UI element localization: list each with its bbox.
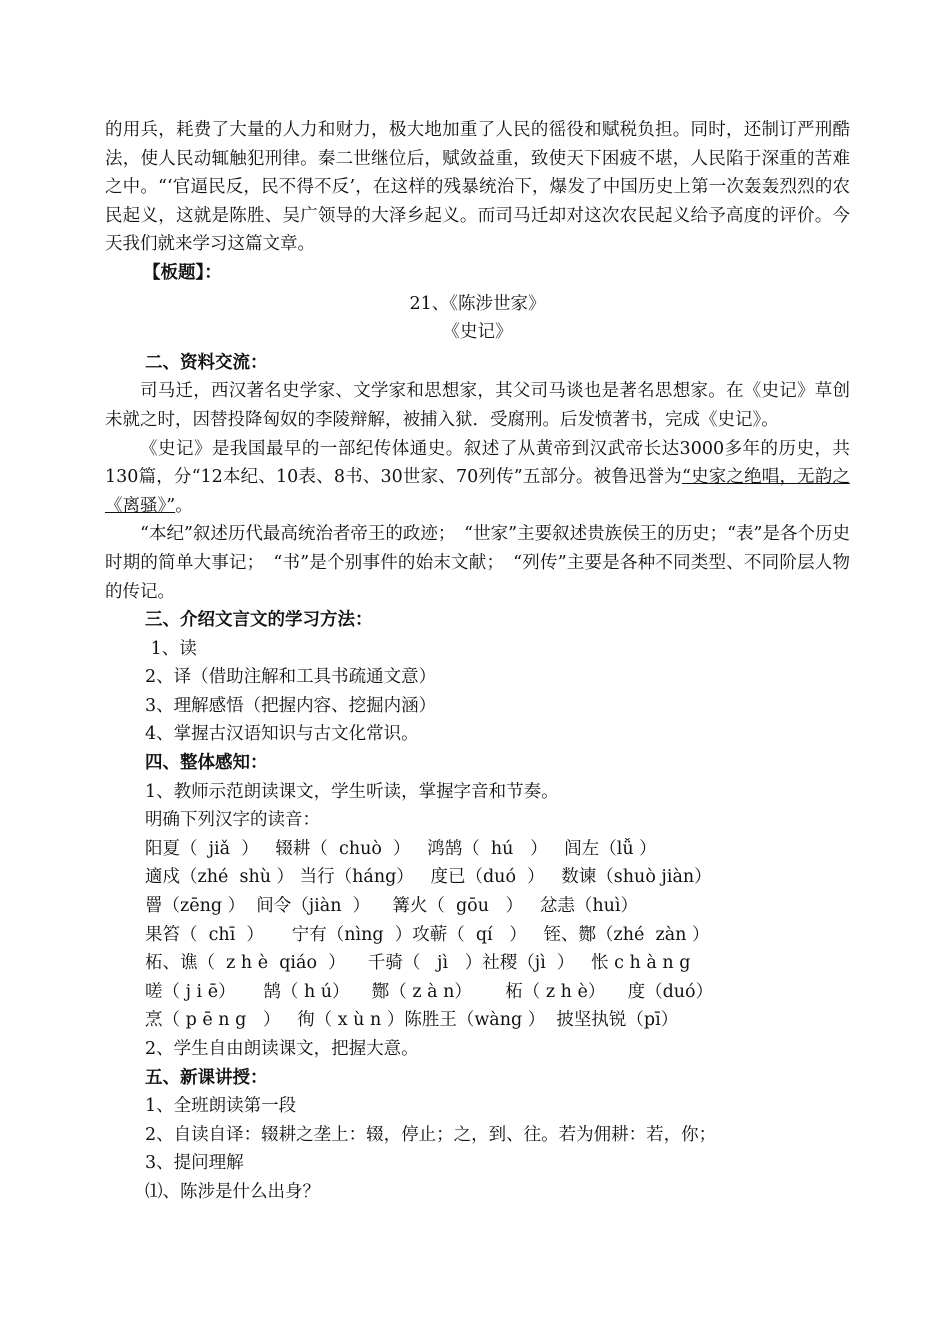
method-item: 2、译（借助注解和工具书疏通文意） <box>145 667 437 688</box>
pinyin-row: 果笞（ chī ） 宁有（nìng ）攻蕲（ qí ） 铚、酂（zhé zàn ） <box>145 924 710 945</box>
lesson-item: 1、全班朗读第一段 <box>145 1096 297 1117</box>
pronunciation-intro: 明确下列汉字的读音： <box>145 810 320 831</box>
shiji-structure-paragraph: “本纪”叙述历代最高统治者帝王的政迹； “世家”主要叙述贵族侯王的历史；“表”是各个历史时期的简单大事记； “书”是个别事件的始末文献； “列传”主要是各种不同类型、不同阶层人物的传记。 <box>105 524 850 602</box>
lu-xun-quote: “史家之绝唱，无韵之《离骚》” <box>105 467 851 516</box>
section-4-heading: 四、整体感知： <box>145 753 268 774</box>
pinyin-row: 適戍（zhé shù ） 当行（háng） 度已（duó ） 数谏（shuò jiàn） <box>145 867 712 888</box>
method-item: 1、读 <box>145 638 197 659</box>
method-item: 3、理解感悟（把握内容、挖掘内涵） <box>145 695 437 716</box>
pinyin-row: 柘、谯（ z h è qiáo ） 千骑（ jì ）社稷（jì ） 怅 c h à n g <box>145 953 691 974</box>
method-item: 4、掌握古汉语知识与古文化常识。 <box>145 724 419 745</box>
lesson-source: 《史记》 <box>442 322 513 343</box>
perception-item-1: 1、教师示范朗读课文，学生听读，掌握字音和节奏。 <box>145 781 559 802</box>
intro-paragraph: 的用兵，耗费了大量的人力和财力，极大地加重了人民的徭役和赋税负担。同时，还制订严刑酷法，使人民动辄触犯刑律。秦二世继位后，赋敛益重，致使天下困疲不堪，人民陷于深重的苦难之中。“‘官逼民反，民不得不反’，在这样的残暴统治下，爆发了中国历史上第一次轰轰烈烈的农民起义，这就是陈胜、吴广领导的大泽乡起义。而司马迁却对这次农民起义给予高度的评价。今天我们就来学习这篇文章。 <box>105 120 850 255</box>
lesson-item: 2、自读自译：辍耕之垄上：辍，停止；之，到、往。若为佣耕：若，你； <box>145 1124 717 1145</box>
lesson-title: 21、《陈涉世家》 <box>409 293 546 314</box>
sima-qian-paragraph: 司马迁，西汉著名史学家、文学家和思想家，其父司马谈也是著名思想家。在《史记》草创未就之时，因替投降匈奴的李陵辩解，被捕入狱．受腐刑。后发愤著书，完成《史记》。 <box>105 381 850 430</box>
section-2-heading: 二、资料交流： <box>145 352 268 373</box>
board-label: 【板题】： <box>143 262 222 283</box>
pinyin-row: 嗟（ j i ē） 鹄（ h ú） 酂（ z à n） 柘（ z h è） 度（duó） <box>145 981 714 1002</box>
shiji-end: 。 <box>175 495 193 516</box>
lesson-item: 3、提问理解 <box>145 1153 244 1174</box>
pinyin-row: 罾（zēng ） 间令（jiàn ） 篝火（ gōu ） 忿恚（huì） <box>145 896 638 917</box>
pinyin-row: 烹（ p ē n g ） 徇（ x ù n ）陈胜王（wàng ） 披坚执锐（pī） <box>145 1010 679 1031</box>
lesson-item: ⑴、陈涉是什么出身？ <box>145 1181 320 1202</box>
perception-item-2: 2、学生自由朗读课文，把握大意。 <box>145 1039 419 1059</box>
document-page <box>105 116 850 1207</box>
section-5-heading: 五、新课讲授： <box>145 1067 268 1088</box>
shiji-paragraph <box>105 435 850 521</box>
pinyin-row: 阳夏（ jiǎ ） 辍耕（ chuò ） 鸿鹄（ hú ） 闾左（lǚ ） <box>145 838 657 859</box>
shiji-text: 《史记》是我国最早的一部纪传体通史。叙述了从黄帝到汉武帝长达3000多年的历史，共130篇，分“12本纪、10表、8书、30世家、70列传”五部分。被鲁迅誉为 <box>105 438 850 488</box>
section-3-heading: 三、介绍文言文的学习方法： <box>145 610 373 631</box>
